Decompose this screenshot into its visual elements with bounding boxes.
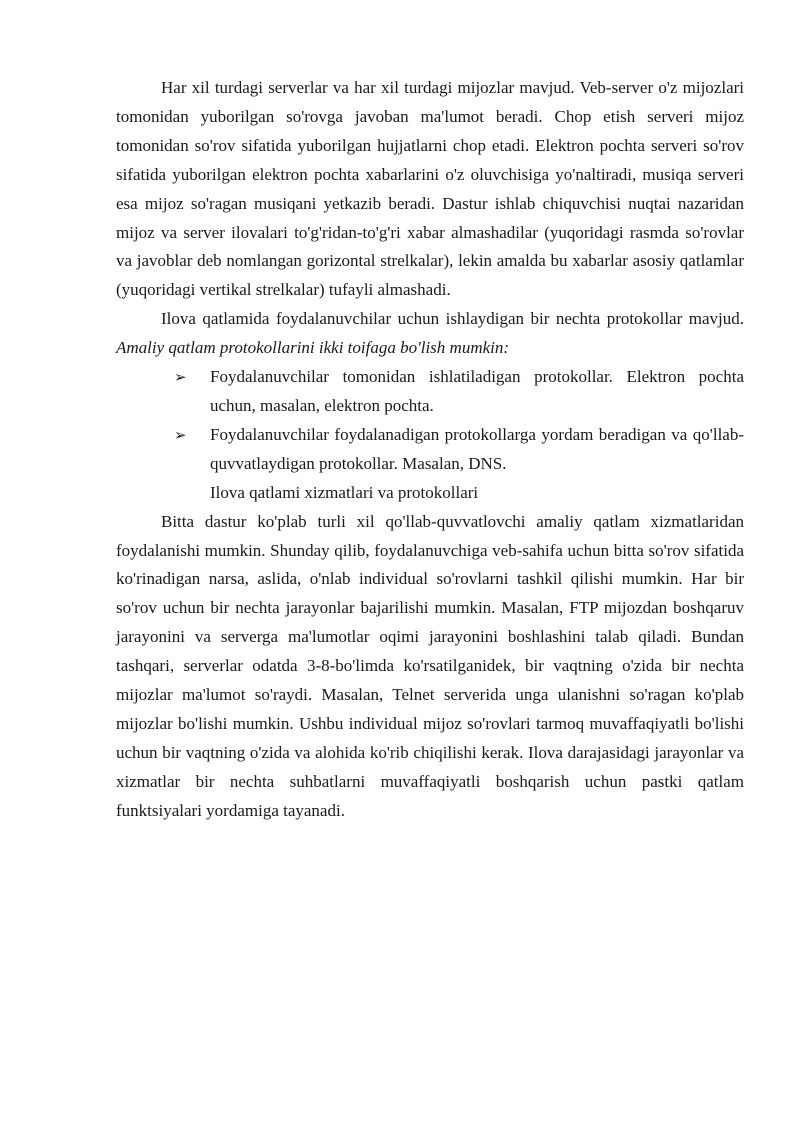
list-item-text: Foydalanuvchilar tomonidan ishlatiladigan protokollar. Elektron pochta uchun, masalan, elektron pochta. [210, 367, 744, 415]
section-subheading: Ilova qatlami xizmatlari va protokollari [210, 482, 479, 502]
arrow-bullet-icon: ➢ [174, 425, 187, 444]
paragraph-servers-clients: Har xil turdagi serverlar va har xil turdagi mijozlar mavjud. Veb-server o'z mijozlari tomonidan yuborilgan so'rovga javoban ma'lumot beradi. Chop etish serveri mijoz tomonidan so'rov sifatida yuborilgan hujjatlarni chop etadi. Elektron pochta serveri so'rov sifatida yuborilgan elektron pochta xabarlarini o'z oluvchisiga yo'naltiradi, musiqa serveri esa mijoz so'ragan musiqani yetkazib beradi. Dastur ishlab chiquvchisi nuqtai nazaridan mijoz va server ilovalari to'g'ridan-to'g'ri xabar almashadilar (yuqoridagi rasmda so'rovlar va javoblar deb nomlangan gorizontal strelkalar), lekin amalda bu xabarlar asosiy qatlamlar (yuqoridagi vertikal strelkalar) tufayli almashadi. [116, 78, 744, 300]
list-item-support-protocols [174, 421, 744, 479]
list-item-text: Foydalanuvchilar foydalanadigan protokollarga yordam beradigan va qo'llab-quvvatlaydigan protokollar. Masalan, DNS. [210, 424, 744, 473]
paragraph-protocol-categories-italic: Amaliy qatlam protokollarini ikki toifaga bo'lish mumkin: [116, 338, 510, 358]
paragraph-application-protocols-text: Ilova qatlamida foydalanuvchilar uchun ishlaydigan bir nechta protokollar mavjud. [161, 309, 744, 329]
paragraph-application-services: Bitta dastur ko'plab turli xil qo'llab-quvvatlovchi amaliy qatlam xizmatlaridan foydalanishi mumkin. Shunday qilib, foydalanuvchiga veb-sahifa uchun bitta so'rov sifatida ko'rinadigan narsa, aslida, o'nlab individual so'rovlarni tashkil qilishi mumkin. Har bir so'rov uchun bir nechta jarayonlar bajarilishi mumkin. Masalan, FTP mijozdan boshqaruv jarayonini va serverga ma'lumotlar oqimi jarayonini boshlashini talab qiladi. Bundan tashqari, serverlar odatda 3-8-bo'limda ko'rsatilganidek, bir vaqtning o'zida bir nechta mijozlar ma'lumot so'raydi. Masalan, Telnet serverida unga ulanishni so'ragan ko'plab mijozlar bo'lishi mumkin. Ushbu individual mijoz so'rovlari tarmoq muvaffaqiyatli bo'lishi uchun bir vaqtning o'zida va alohida ko'rib chiqilishi kerak. Ilova darajasidagi jarayonlar va xizmatlar bir nechta suhbatlarni muvaffaqiyatli boshqarish uchun pastki qatlam funktsiyalari yordamiga tayanadi. [116, 511, 744, 820]
arrow-bullet-icon: ➢ [174, 368, 187, 387]
paragraph-application-protocols [116, 305, 744, 363]
protocol-category-list [116, 363, 744, 479]
document-page [116, 74, 744, 826]
list-item-user-protocols [174, 363, 744, 421]
